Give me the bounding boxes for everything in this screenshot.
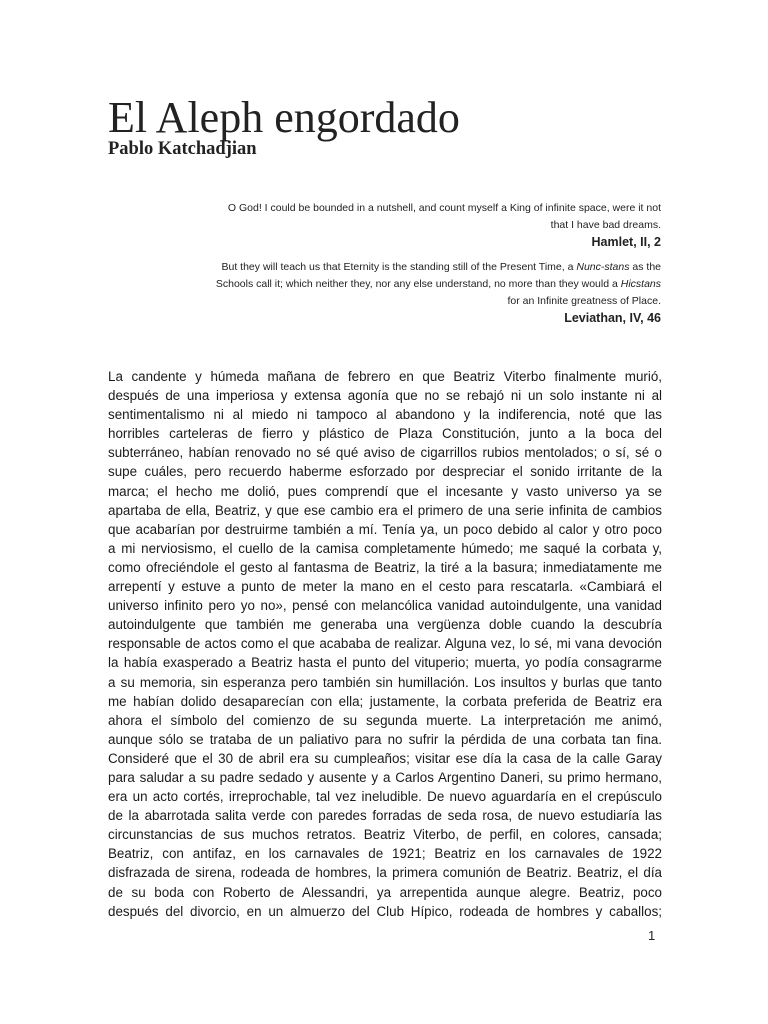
body-line: marca; el hecho me dolió, pues comprendí que el incesante y vasto universo ya se — [108, 483, 662, 499]
epigraph-line: that I have bad dreams. — [550, 219, 661, 231]
body-line: sentimentalismo ni al miedo ni tampoco al abandono y la indiferencia, noté que las — [108, 407, 662, 423]
body-line: para saludar a su padre sedado y ausente y a Carlos Argentino Daneri, su primo hermano, — [108, 769, 662, 785]
body-paragraph — [108, 367, 662, 921]
body-line: a su memoria, sin esperanza pero también sin humillación. Los insultos y burlas que tanto — [108, 674, 662, 690]
epigraph-source: Leviathan, IV, 46 — [564, 311, 661, 325]
body-line: la había exasperado a Beatriz hasta el punto del vituperio; muerta, yo podía consagrarme — [108, 655, 662, 671]
epigraph-hamlet — [151, 200, 661, 251]
epigraph-line: as the — [632, 261, 661, 273]
body-line: me habían dolido desaparecían con ella; justamente, la corbata preferida de Beatriz era — [108, 693, 662, 709]
body-line: ahora el símbolo del comienzo de su segunda muerte. La interpretación me animó, — [108, 712, 662, 728]
page-number: 1 — [648, 928, 656, 943]
epigraph-line: for an Infinite greatness of Place. — [507, 295, 661, 307]
body-line: responsable de actos como el que acababa de realizar. Alguna vez, lo sé, mi vana devoción — [108, 636, 662, 652]
body-line: autoindulgente que también me generaba una vergüenza doble cuando la descubría — [108, 617, 662, 633]
body-line: subterráneo, habían renovado no sé qué aviso de cigarrillos rubios mentolados; o sí, sé o — [108, 445, 662, 461]
body-line: después de una imperiosa y extensa agonía que no se rebajó ni un solo instante ni al — [108, 388, 662, 404]
body-line: como ofreciéndole el gesto al fantasma de Beatriz, la tiré a la basura; inmediatamente me — [108, 559, 662, 575]
body-line: arrepentí y estuve a punto de meter la mano en el cesto para rescatarla. «Cambiará el — [108, 579, 662, 595]
body-line: La candente y húmeda mañana de febrero en que Beatriz Viterbo finalmente murió, — [108, 369, 662, 384]
body-line: después del divorcio, en un almuerzo del Club Hípico, rodeada de hombres y caballos; — [108, 903, 662, 919]
body-line: circunstancias de sus muchos retratos. Beatriz Viterbo, de perfil, en colores, cansada; — [108, 827, 662, 843]
epigraph-italic-term: Hicstans — [620, 278, 661, 290]
document-title: El Aleph engordado — [108, 93, 460, 142]
epigraph-source: Hamlet, II, 2 — [591, 235, 661, 249]
body-line: era un acto cortés, irreprochable, tal vez ineludible. De nuevo aguardaría en el crepúsculo — [108, 789, 662, 805]
body-line: de su boda con Roberto de Alessandri, ya arrepentida aunque alegre. Beatriz, poco — [108, 884, 662, 900]
body-line: Consideré que el 30 de abril era su cumpleaños; visitar ese día la casa de la calle Garay — [108, 750, 662, 766]
body-line: que acabarían por destruirme también a mí. Tenía ya, un poco debido al calor y otro poco — [108, 521, 662, 537]
body-line: supe cuáles, pero recuerdo haberme esforzado por despreciar el sonido irritante de la — [108, 464, 662, 480]
body-line: disfrazada de sirena, rodeada de hombres, la primera comunión de Beatriz. Beatriz, el día — [108, 865, 662, 881]
body-line: horribles carteleras de fierro y plástico de Plaza Constitución, junto a la boca del — [108, 426, 662, 442]
body-line: a mi nerviosismo, el cuello de la camisa completamente húmedo; me saqué la corbata y, — [108, 540, 662, 556]
body-line: apartaba de ella, Beatriz, y que ese cambio era el primero de una serie infinita de cambios — [108, 502, 662, 518]
author-name: Pablo Katchadjian — [108, 139, 257, 159]
epigraph-italic-term: Nunc-stans — [576, 261, 630, 273]
body-line: de la abarrotada salita verde con paredes forradas de seda rosa, de nuevo estudiaría las — [108, 808, 662, 824]
epigraph-line: Schools call it; which neither they, nor any else understand, no more than they would a — [215, 278, 618, 290]
epigraph-line: But they will teach us that Eternity is the standing still of the Present Time, a — [221, 261, 574, 273]
body-line: Beatriz, con antifaz, en los carnavales de 1921; Beatriz en los carnavales de 1922 — [108, 846, 662, 862]
epigraph-leviathan — [151, 259, 661, 327]
body-line: aunque sólo se trataba de un paliativo para no sufrir la pérdida de una corbata tan fina. — [108, 731, 662, 747]
body-line: universo infinito pero yo no», pensé con melancólica vanidad autoindulgente, una vanidad — [108, 598, 662, 614]
epigraph-line: O God! I could be bounded in a nutshell, and count myself a King of infinite space, were it not — [227, 202, 661, 214]
